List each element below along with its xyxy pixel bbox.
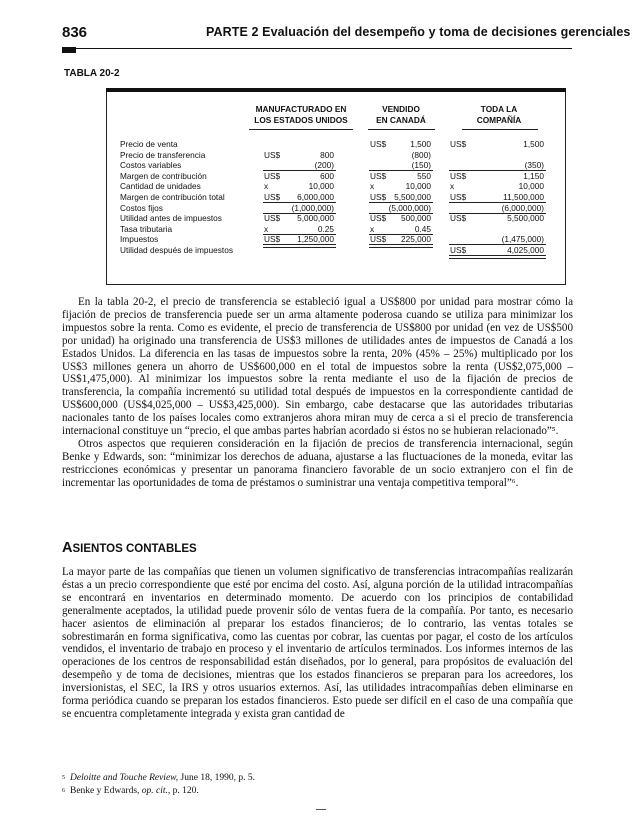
- row-label: Margen de contribución total: [120, 192, 225, 202]
- cell-value: 0.45: [414, 223, 431, 234]
- cell-value: (200): [314, 160, 334, 171]
- cell-value: 600: [320, 170, 334, 181]
- cell-value: 10,000: [405, 181, 431, 192]
- row-label: Costos variables: [120, 160, 182, 171]
- cell-value: 10,000: [518, 181, 544, 192]
- table-row: [120, 203, 560, 214]
- footnote: $^6$ Benke y Edwards, op. cit., p. 120.: [62, 786, 199, 796]
- body-text: [62, 296, 573, 490]
- cell-prefix: US$: [370, 234, 387, 245]
- row-label: Utilidad antes de impuestos: [120, 213, 222, 224]
- table-row: [120, 192, 560, 203]
- column-header-rule: [249, 129, 353, 130]
- part-title: Evaluación del desempeño y toma de decisiones gerenciales: [262, 25, 631, 39]
- row-label: Precio de venta: [120, 139, 178, 149]
- cell-prefix: US$: [264, 192, 281, 202]
- row-label: Costos fijos: [120, 202, 163, 213]
- cell-value: 5,000,000: [297, 213, 334, 224]
- table-label: TABLA 20-2: [64, 68, 120, 79]
- part-label: PARTE 2: [206, 25, 259, 39]
- header-marker: [62, 47, 76, 53]
- cell-value: (5,000,000): [388, 202, 431, 213]
- cell-value: (6,000,000): [501, 202, 544, 213]
- cell-value: 11,500,000: [503, 192, 544, 202]
- cell-value: 550: [417, 170, 431, 181]
- cell-value: (350): [524, 160, 544, 171]
- table-row: [120, 213, 560, 224]
- cell-prefix: US$: [264, 213, 281, 224]
- cell-value: 4,025,000: [507, 245, 544, 255]
- cell-prefix: x: [370, 223, 375, 234]
- cell-value: 1,500: [523, 139, 544, 149]
- row-label: Utilidad después de impuestos: [120, 245, 233, 255]
- cell-value: 0.25: [317, 223, 334, 234]
- table-row: [120, 139, 560, 150]
- page-number: 836: [62, 24, 88, 41]
- cell-prefix: US$: [370, 170, 387, 181]
- cell-prefix: US$: [450, 245, 467, 255]
- cell-prefix: x: [264, 223, 269, 234]
- cell-value: 800: [320, 149, 334, 160]
- cell-value: (1,475,000): [501, 234, 544, 245]
- footnote: $^5$ Deloitte and Touche Review, June 18, 1990, p. 5.: [62, 773, 255, 783]
- row-label: Precio de transferencia: [120, 149, 206, 160]
- section-heading: ASIENTOS CONTABLES: [62, 540, 197, 556]
- page-mark: [316, 809, 326, 810]
- cell-value: 10,000: [308, 181, 334, 192]
- cell-prefix: US$: [370, 139, 387, 149]
- cell-value: (150): [411, 160, 431, 171]
- cell-prefix: US$: [264, 234, 281, 245]
- cell-prefix: US$: [370, 192, 387, 202]
- column-header-canada: VENDIDO EN CANADÁ: [376, 104, 426, 125]
- table-row: [120, 171, 560, 182]
- cell-value: 6,000,000: [297, 192, 334, 202]
- cell-prefix: US$: [450, 192, 467, 202]
- cell-value: 1,500: [410, 139, 431, 149]
- cell-value: 5,500,000: [507, 213, 544, 224]
- cell-value: 5,500,000: [394, 192, 431, 202]
- table-row: [120, 234, 560, 245]
- cell-value: 225,000: [401, 234, 431, 245]
- cell-prefix: US$: [370, 213, 387, 224]
- paragraph: La mayor parte de las compañías que tienen un volumen significativo de transferencias intracompañías realizarán éstas a un precio correspondiente que esté por encima del costo. Así, alguna porción de la utilidad intracompañías se encontrará en inventarios en determinado momento. De acuerdo con los principios de contabilidad generalmente aceptados, la utilidad puede provenir sólo de ventas fuera de la compañía. Por tanto, es necesario hacer asientos de eliminación al preparar los estados financieros; de lo contrario, las ventas totales se sobrestimarán en forma significativa, como las cuentas por cobrar, las cuentas por pagar, el costo de los artículos vendidos, el inventario de trabajo en proceso y el inventario de artículos terminados. Los informes internos de las operaciones de los centros de responsabilidad están diseñados, por lo general, para propósitos de evaluación del desempeño y de toma de decisiones, mientras que los estados financieros se preparan para los acreedores, los inversionistas, el SEC, la IRS y otros usuarios externos. Así, las utilidades intracompañías deben eliminarse en forma periódica cuando se preparan los estados financieros. Esto puede ser difícil en el caso de una compañía que se encuentra completamente integrada y exista gran cantidad de: [62, 566, 573, 720]
- table-row: [120, 181, 560, 192]
- cell-value: 500,000: [401, 213, 431, 224]
- column-header-rule: [368, 129, 435, 130]
- cell-prefix: US$: [264, 149, 281, 160]
- double-underline: [449, 255, 546, 259]
- cell-value: 1,250,000: [297, 234, 334, 245]
- cell-prefix: US$: [450, 213, 467, 224]
- column-header-us: MANUFACTURADO EN LOS ESTADOS UNIDOS: [254, 104, 348, 125]
- cell-prefix: x: [264, 181, 269, 192]
- table-row: [120, 245, 560, 256]
- row-label: Margen de contribución: [120, 170, 207, 181]
- cell-value: (800): [411, 149, 431, 160]
- paragraph: En la tabla 20-2, el precio de transferencia se estableció igual a US$800 por unidad para mostrar cómo la fijación de precios de transferencia puede ser un arma altamente poderosa cuando se utiliza para minimizar los impuestos sobre la renta. Como es evidente, el precio de transferencia de US$800 por unidad (en vez de US$500 por unidad) ha originado una transferencia de US$3 millones de utilidades antes de impuestos de Canadá a los Estados Unidos. La diferencia en las tasas de impuestos sobre la renta, 20% (45% – 25%) multiplicado por los US$3 millones genera un ahorro de US$600,000 en el total de impuestos sobre la renta (US$2,075,000 – US$1,475,000). Al minimizar los impuestos sobre la renta mediante el uso de la fijación de precios de transferencia, la compañía incrementó su utilidad total después de impuestos en la correspondiente cantidad de US$600,000 (US$4,025,000 – US$3,425,000). Sin embargo, cabe destacarse que las autoridades tributarias nacionales tanto de los países locales como extranjeros ahora miran muy de cerca a si el precio de transferencia internacional constituye un “precio, el que ambas partes habrían acordado si éstos no se hubieran relacionado”⁵.: [62, 296, 573, 438]
- table-row: [120, 160, 560, 171]
- cell-prefix: US$: [450, 139, 467, 149]
- paragraph: Otros aspectos que requieren consideración en la fijación de precios de transferencia internacional, según Benke y Edwards, son: “minimizar los derechos de aduana, ajustarse a las fluctuaciones de la moneda, evitar las restricciones económicas y presentar un panorama financiero favorable de un socio extranjero con el fin de incrementar las oportunidades de toma de préstamos o suministrar una ventaja competitiva temporal”⁶.: [62, 437, 573, 489]
- cell-prefix: x: [370, 181, 375, 192]
- column-header-rule: [462, 129, 538, 130]
- cell-prefix: US$: [450, 170, 467, 181]
- row-label: Impuestos: [120, 234, 159, 245]
- cell-value: 1,150: [523, 170, 544, 181]
- table-row: [120, 150, 560, 161]
- cell-value: (1,000,000): [291, 202, 334, 213]
- section-body: [62, 566, 573, 721]
- column-header-company: TODA LA COMPAÑÍA: [476, 104, 522, 125]
- header-rule: [62, 48, 572, 49]
- cell-prefix: x: [450, 181, 455, 192]
- table-row: [120, 224, 560, 235]
- row-label: Tasa tributaria: [120, 223, 173, 234]
- cell-prefix: US$: [264, 170, 281, 181]
- table-top-bar: [106, 88, 566, 92]
- row-label: Cantidad de unidades: [120, 181, 201, 192]
- running-header: [206, 25, 630, 39]
